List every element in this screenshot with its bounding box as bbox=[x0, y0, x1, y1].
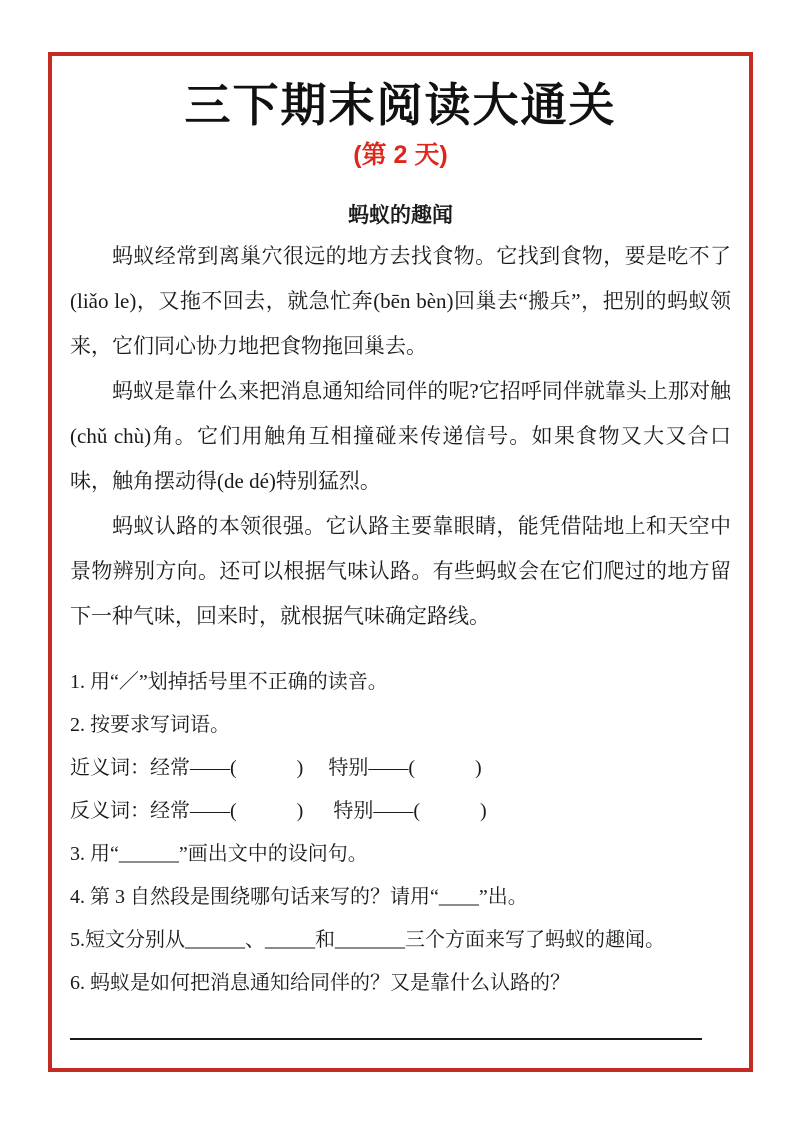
question-2-synonyms-line: 近义词：经常——( ) 特别——( ) bbox=[70, 757, 482, 779]
passage-paragraph-3: 蚂蚁认路的本领很强。它认路主要靠眼睛，能凭借陆地上和天空中景物辨别方向。还可以根据气味认路。有些蚂蚁会在它们爬过的地方留下一种气味，回来时，就根据气味确定路线。 bbox=[70, 514, 731, 628]
passage-paragraph-2: 蚂蚁是靠什么来把消息通知给同伴的呢?它招呼同伴就靠头上那对触(chǔ chù)角。它们用触角互相撞碰来传递信号。如果食物又大又合口味，触角摆动得(de dé)特别猛烈。 bbox=[70, 379, 731, 493]
question-1: 1. 用“／”划掉括号里不正确的读音。 bbox=[70, 671, 388, 693]
passage-paragraph-1: 蚂蚁经常到离巢穴很远的地方去找食物。它找到食物，要是吃不了(liǎo le)，又拖不回去，就急忙奔(bēn bèn)回巢去“搬兵”，把别的蚂蚁领来，它们同心协力地把食物拖回巢去。 bbox=[70, 244, 731, 358]
reading-passage bbox=[70, 200, 731, 639]
question-3: 3. 用“______”画出文中的设问句。 bbox=[70, 843, 368, 865]
question-6: 6. 蚂蚁是如何把消息通知给同伴的？又是靠什么认路的？ bbox=[70, 972, 570, 994]
question-5: 5.短文分别从______、_____和_______三个方面来写了蚂蚁的趣闻。 bbox=[70, 929, 665, 951]
answer-blank-line bbox=[70, 1037, 702, 1040]
question-2-antonyms-line: 反义词：经常——( ) 特别——( ) bbox=[70, 800, 487, 822]
page-subtitle: (第 2 天) bbox=[353, 141, 448, 169]
worksheet-content bbox=[52, 56, 749, 1040]
page-title: 三下期末阅读大通关 bbox=[184, 79, 617, 131]
question-list bbox=[70, 661, 731, 1005]
worksheet-page bbox=[48, 52, 753, 1072]
passage-title: 蚂蚁的趣闻 bbox=[348, 203, 453, 227]
question-2: 2. 按要求写词语。 bbox=[70, 714, 230, 736]
question-4: 4. 第 3 自然段是围绕哪句话来写的？请用“____”出。 bbox=[70, 886, 528, 908]
